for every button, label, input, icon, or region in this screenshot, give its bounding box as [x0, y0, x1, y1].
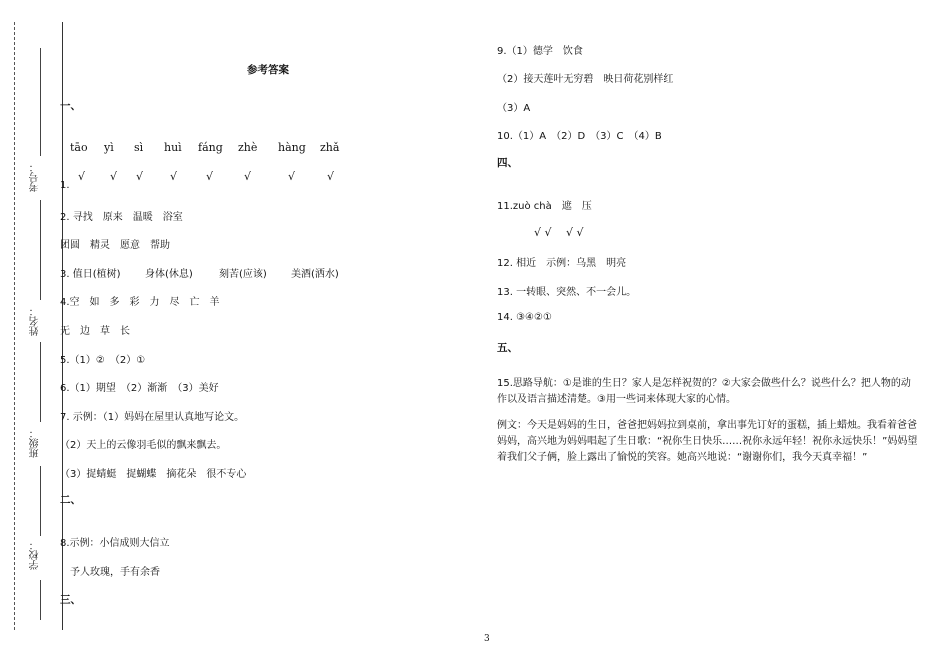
- q8-line-2: 予人玫瑰，手有余香: [70, 567, 160, 578]
- q1-number: 1.: [60, 180, 70, 191]
- q9-line-3: （3）A: [497, 103, 531, 114]
- binding-line-4: [40, 466, 41, 536]
- pinyin-1: tāo: [70, 141, 88, 154]
- binding-dashed-line: [14, 22, 15, 630]
- q9-line-1: 9.（1）德学 饮食: [497, 46, 583, 57]
- q3-part-c: 刻苦(应该): [219, 269, 267, 280]
- section-4-heading: 四、: [497, 157, 518, 169]
- q13-answer: 13. 一转眼、突然、不一会儿。: [497, 287, 637, 298]
- section-5-heading: 五、: [497, 342, 518, 354]
- section-2-heading: 二、: [60, 494, 81, 506]
- q1-check-2: √: [110, 170, 118, 183]
- q10-answer: 10.（1）A （2）D （3）C （4）B: [497, 131, 662, 142]
- section-1-heading: 一、: [60, 100, 81, 112]
- q1-check-5: √: [206, 170, 214, 183]
- q1-check-3: √: [136, 170, 144, 183]
- q7-line-2: （2）天上的云像羽毛似的飘来飘去。: [60, 440, 227, 451]
- name-label: 姓名：: [30, 306, 41, 336]
- q11-checks: √ √ √ √: [534, 226, 584, 239]
- q2-line-2: 团圆 精灵 愿意 帮助: [60, 240, 170, 251]
- section-3-heading: 三、: [60, 594, 81, 606]
- pinyin-5: fáng: [198, 141, 223, 154]
- q11-answer: 11.zuò chà 遮 压: [497, 201, 592, 212]
- q5-answer: 5.（1）② （2）①: [60, 355, 146, 366]
- binding-line-2: [40, 200, 41, 300]
- pinyin-2: yì: [104, 141, 114, 154]
- q1-check-7: √: [288, 170, 296, 183]
- binding-line-1: [40, 48, 41, 156]
- pinyin-8: zhǎ: [320, 141, 340, 154]
- q2-line-1: 2. 寻找 原来 温暖 浴室: [60, 212, 183, 223]
- pinyin-6: zhè: [238, 141, 258, 154]
- school-label: 学校：: [30, 540, 41, 570]
- q1-check-1: √: [78, 170, 86, 183]
- q1-check-8: √: [327, 170, 335, 183]
- q9-line-2: （2）接天莲叶无穷碧 映日荷花别样红: [497, 74, 674, 85]
- page-number: 3: [484, 634, 490, 644]
- q15-guide: 15.思路导航：①是谁的生日？家人是怎样祝贺的？②大家会做些什么？说些什么？把人物的动作以及语言描述清楚。③用一些词来体现大家的心情。: [497, 378, 911, 405]
- q7-line-3: （3）捉蜻蜓 捉蝴蝶 摘花朵 很不专心: [60, 469, 247, 480]
- q12-answer: 12. 相近 示例：乌黑 明亮: [497, 258, 627, 269]
- q15-example-essay: 例文：今天是妈妈的生日，爸爸把妈妈拉到桌前，拿出事先订好的蛋糕，插上蜡烛。我看着爸爸妈妈，高兴地为妈妈唱起了生日歌：“祝你生日快乐……祝你永远年轻！祝你永远快乐！”妈妈望着我们父子俩，脸上露出了愉悦的笑容。她高兴地说：“谢谢你们，我今天真幸福！”: [497, 420, 918, 463]
- section-1-tail: [62, 110, 63, 136]
- q4-line-1: 4.空 如 多 彩 力 尽 亡 羊: [60, 297, 220, 308]
- class-label: 班级：: [30, 428, 41, 458]
- q1-check-4: √: [170, 170, 178, 183]
- section-2-tail: [62, 504, 63, 530]
- q6-answer: 6.（1）期望 （2）渐渐 （3）美好: [60, 383, 219, 394]
- page-title: 参考答案: [247, 64, 289, 76]
- binding-line-3: [40, 342, 41, 422]
- exam-number-label: 考号：: [30, 162, 41, 192]
- q3-part-a: 3. 值日(植树): [60, 269, 121, 280]
- q4-line-2: 无 边 草 长: [60, 326, 130, 337]
- q1-check-6: √: [244, 170, 252, 183]
- q3-part-d: 美酒(洒水): [291, 269, 339, 280]
- pinyin-4: huì: [164, 141, 182, 154]
- binding-line-5: [40, 580, 41, 620]
- pinyin-7: hàng: [278, 141, 306, 154]
- q14-answer: 14. ③④②①: [497, 312, 552, 323]
- q3-part-b: 身体(休息): [145, 269, 193, 280]
- q7-line-1: 7. 示例：（1）妈妈在屋里认真地写论文。: [60, 412, 245, 423]
- q8-line-1: 8.示例：小信成则大信立: [60, 538, 170, 549]
- pinyin-3: sì: [134, 141, 144, 154]
